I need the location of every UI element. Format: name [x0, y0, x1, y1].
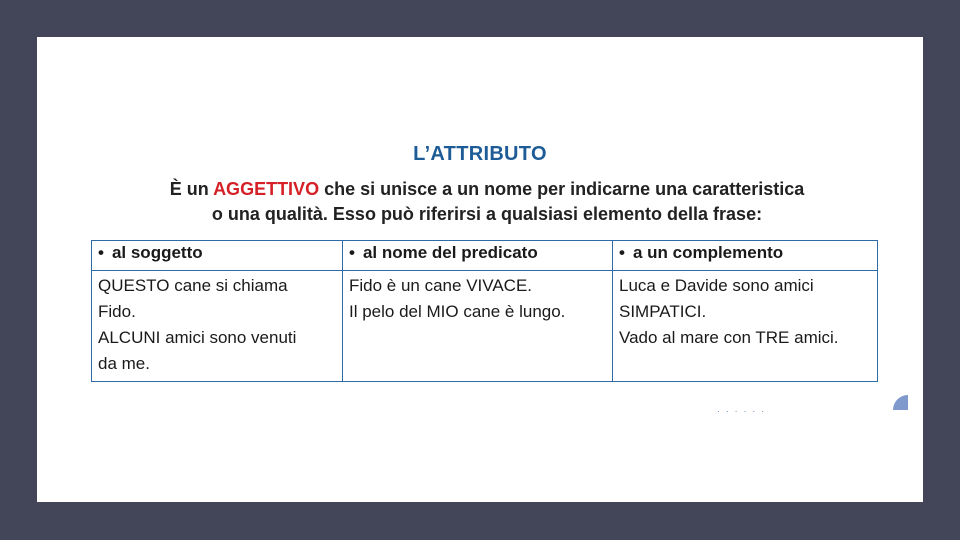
intro-line2: o una qualità. Esso può riferirsi a qualsiasi elemento della frase: — [211, 204, 763, 224]
cell-complement — [613, 271, 878, 382]
header-label: a un complemento — [632, 243, 784, 262]
example-line: QUESTO cane si chiama — [98, 276, 288, 295]
intro-highlight: AGGETTIVO — [213, 179, 320, 199]
cell-predicate — [343, 271, 613, 382]
intro-text — [97, 177, 877, 227]
intro-before: È un — [169, 179, 214, 199]
bullet-icon: • — [98, 243, 104, 262]
header-complement — [613, 241, 878, 271]
example-line: Vado al mare con TRE amici. — [619, 328, 839, 347]
bullet-icon: • — [619, 243, 625, 262]
example-line: da me. — [98, 354, 150, 373]
page-title: L’ATTRIBUTO — [413, 143, 547, 165]
header-label: al soggetto — [111, 243, 203, 262]
attribute-table — [91, 240, 878, 382]
header-label: al nome del predicato — [362, 243, 538, 262]
bullet-icon: • — [349, 243, 355, 262]
example-line: Luca e Davide sono amici — [619, 276, 814, 295]
decorative-dots: · · · · · · — [717, 407, 767, 416]
example-line: SIMPATICI. — [619, 302, 707, 321]
table-header-row — [92, 241, 878, 271]
example-line: Fido. — [98, 302, 136, 321]
cell-subject — [92, 271, 343, 382]
table-row — [92, 271, 878, 382]
slide — [37, 37, 923, 502]
example-line: Il pelo del MIO cane è lungo. — [349, 302, 566, 321]
example-line: ALCUNI amici sono venuti — [98, 328, 297, 347]
header-predicate — [343, 241, 613, 271]
intro-line1-after: che si unisce a un nome per indicarne una caratteristica — [319, 179, 805, 199]
example-line: Fido è un cane VIVACE. — [349, 276, 533, 295]
corner-decoration — [893, 395, 908, 410]
header-subject — [92, 241, 343, 271]
